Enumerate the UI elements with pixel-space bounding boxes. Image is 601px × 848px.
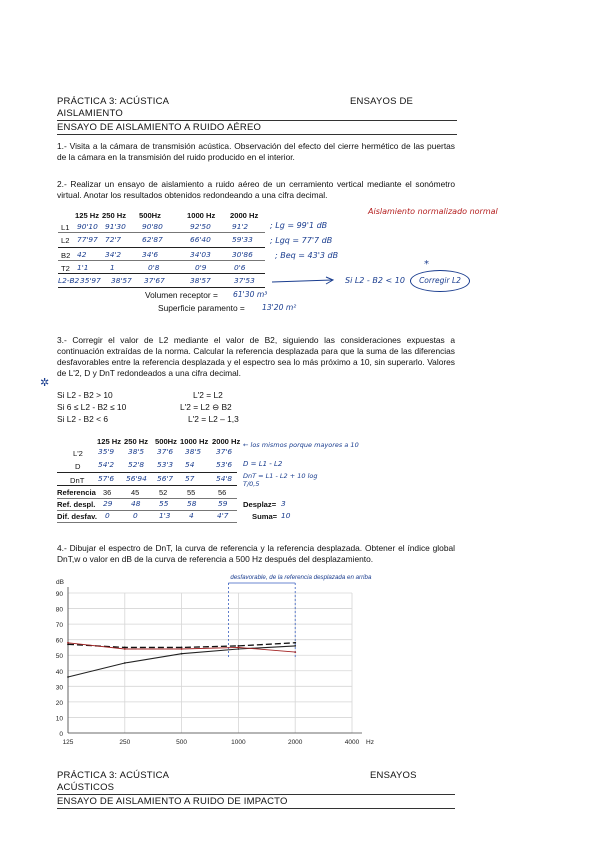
data-point [238,647,240,649]
data-point [124,648,126,650]
item-2-text: 2.- Realizar un ensayo de aislamiento a ruido aéreo de un cerramiento vertical mediante el sonómetro virtual. Anotar los resultados obtenidos redondeando a una cifra decimal. [57,179,455,200]
t2-row-label: Ref. despl. [57,500,96,509]
rule-2-cond: Si 6 ≤ L2 - B2 ≤ 10 [57,402,127,412]
t2-cell: 56 [218,488,227,497]
rule-1-res: L'2 = L2 [193,390,223,400]
t1-col-250: 250 Hz [102,211,127,220]
t1-cell: 34'03 [190,250,211,259]
t2-cell: 1'3 [159,511,171,520]
t1-cell: 90'10 [77,222,98,231]
data-point [67,676,69,678]
title-divider [57,134,457,135]
x-axis-unit: Hz [366,739,374,746]
data-point [238,645,240,647]
t2-cell: 45 [131,488,140,497]
t2-cell: 56'7 [157,474,174,483]
data-point [67,642,69,644]
superficie-value: 13'20 m² [262,303,297,312]
t1-cell: 91'2 [232,222,249,231]
t2-cell: 35'9 [98,447,115,456]
t1-cell: 1 [110,263,115,272]
despl-value: 3 [281,499,286,508]
t1-row-label: L1 [61,223,70,232]
t1-col-1000: 1000 Hz [187,211,216,220]
t2-rowline [57,485,237,486]
t2-cell: 54'2 [98,460,115,469]
t2-cell: 4'7 [217,511,229,520]
t2-col-500: 500Hz [155,437,177,446]
item-4-text: 4.- Dibujar el espectro de DnT, la curva de referencia y la referencia desplazada. Obtener el índice global DnT,w o valor en dB de la curva de referencia a 500 Hz después del desplazamiento. [57,543,455,564]
data-point [67,643,69,645]
t1-cell: 0'8 [148,263,160,272]
data-point [124,662,126,664]
t2-cell: 55 [187,488,196,497]
t1-row-label-hw: L2-B2 [58,276,80,285]
t2-row-label: L'2 [73,449,83,458]
y-tick-label: 40 [55,668,63,676]
data-point [294,651,296,653]
note-aislamiento: Aislamiento normalizado normal [368,207,498,216]
t2-col-2000: 2000 Hz [212,437,241,446]
header-right: ENSAYOS DE [350,96,414,107]
t1-row-label: T2 [61,264,70,273]
t2-cell: 53'6 [216,460,233,469]
t1-rowline [58,247,265,248]
arrow-to-si [270,275,340,287]
rule-1-cond: Si L2 - B2 > 10 [57,390,113,400]
suma-label: Suma= [252,512,278,521]
section-title: ENSAYO DE AISLAMIENTO A RUIDO AÉREO [57,122,262,133]
t1-cell: 92'50 [190,222,211,231]
y-tick-label: 10 [55,715,63,723]
t2-cell: 56'94 [126,474,147,483]
t1-cell: 59'33 [232,235,253,244]
volumen-label: Volumen receptor = [145,290,218,300]
item-3-text: 3.- Corregir el valor de L2 mediante el valor de B2, siguiendo las consideraciones expuestas a continuación extraídas de la norma. Calcular la referencia desplazada para que la suma de las diferencias desfavorables entre la referencia desplazada y el espectro sea lo más próximo a 10, sin superarlo. Valores de L'2, D y DnT redondeados a una cifra decimal. [57,335,455,378]
t2-col-1000: 1000 Hz [180,437,209,446]
t1-col-2000: 2000 Hz [230,211,259,220]
t2-cell: 0 [133,511,138,520]
t1-row-label: L2 [61,236,70,245]
t2-cell: 52'8 [128,460,145,469]
header-left-2: AISLAMIENTO [57,108,123,119]
suma-value: 10 [281,511,291,520]
y-axis-label: dB [56,579,64,586]
y-tick-label: 80 [55,606,63,614]
t2-cell: 54 [185,460,195,469]
header-2-left-2: ACÚSTICOS [57,782,115,793]
t2-note-l2: ← los mismos porque mayores a 10 [243,441,359,449]
data-point [124,647,126,649]
t1-cell: 38'57 [111,276,132,285]
t2-cell: 53'3 [157,460,174,469]
note-star: * [424,259,429,270]
title-2-divider [57,808,455,809]
t2-cell: 57'6 [98,474,115,483]
t2-cell: 58 [187,499,197,508]
t1-rowline [58,260,265,261]
t2-row-label: Dif. desfav. [57,512,97,521]
y-tick-label: 20 [55,699,63,707]
t1-cell: 90'80 [142,222,163,231]
t2-cell: 48 [131,499,141,508]
header-2-right: ENSAYOS [370,770,417,781]
t1-cell: 38'57 [190,276,211,285]
t2-col-125: 125 Hz [97,437,122,446]
t2-cell: 38'5 [128,447,145,456]
annotation-text: desfavorable, de la referencia desplazada en arriba [230,574,372,581]
t1-cell: 0'6 [234,263,246,272]
despl-label: Desplaz= [243,500,277,509]
t1-cell: 0'9 [195,263,207,272]
t2-cell: 52 [159,488,168,497]
t2-cell: 29 [103,499,113,508]
x-tick-label: 2000 [287,739,303,746]
header-left: PRÁCTICA 3: ACÚSTICA [57,96,170,107]
t2-cell: 57 [185,474,195,483]
volumen-value: 61'30 m³ [233,290,268,299]
t2-note-d: D = L1 - L2 [243,460,283,468]
t1-col-500: 500Hz [139,211,161,220]
t1-rowline [58,273,265,274]
t2-rowline [57,510,237,511]
t1-col-125: 125 Hz [75,211,100,220]
t1-rowline [58,287,265,288]
t2-cell: 37'6 [216,447,233,456]
t1-cell: 62'87 [142,235,163,244]
x-tick-label: 1000 [231,739,246,746]
rule-3-cond: Si L2 - B2 < 6 [57,414,108,424]
data-point [294,645,296,647]
t2-row-label: D [75,462,81,471]
t2-note-dnt: DnT = L1 - L2 + 10 log T/0,5 [243,472,318,488]
t1-cell: 77'97 [77,235,98,244]
data-point [181,653,183,655]
y-tick-label: 0 [59,731,63,738]
t2-rowline [57,472,237,473]
t1-cell: 72'7 [105,235,122,244]
rule-2-res: L'2 = L2 ⊖ B2 [180,402,232,412]
header-2-left: PRÁCTICA 3: ACÚSTICA [57,770,170,781]
note-corregir: Corregir L2 [410,270,470,292]
data-point [181,648,183,650]
t1-row-label: B2 [61,251,71,260]
t1-rowline [58,232,265,233]
x-tick-label: 500 [176,739,188,746]
t2-row-label: Referencia [57,488,96,497]
data-point [294,642,296,644]
t2-cell: 4 [189,511,194,520]
y-tick-label: 50 [55,653,63,661]
t2-cell: 38'5 [185,447,202,456]
t1-cell: 37'53 [234,276,255,285]
t2-rowline [57,522,237,523]
t1-cell: 66'40 [190,235,211,244]
t2-cell: 36 [103,488,112,497]
note-lg: ; Lg = 99'1 dB [270,221,328,230]
x-tick-label: 4000 [344,739,360,746]
t1-cell: 37'67 [144,276,165,285]
item-1-text: 1.- Visita a la cámara de transmisión acústica. Observación del efecto del cierre hermético de las puertas de la cámara en la transmisión del ruido producido en el interior. [57,141,455,162]
t2-row-label: DnT [70,476,85,485]
y-tick-label: 90 [55,591,63,598]
t2-cell: 55 [159,499,169,508]
note-lgq: ; Lgq = 77'7 dB [270,236,333,245]
x-tick-label: 125 [62,739,74,746]
data-point [238,648,240,650]
superficie-label: Superficie paramento = [158,303,245,313]
header-2-divider [57,794,455,795]
margin-star: ✲ [40,376,50,389]
t2-col-250: 250 Hz [124,437,149,446]
t2-rowline [57,498,237,499]
t1-cell: 1'1 [77,263,89,272]
t1-cell: 35'97 [80,276,101,285]
data-point [181,647,183,649]
t1-cell: 34'6 [142,250,159,259]
header-divider [57,120,457,121]
t2-cell: 54'8 [216,474,233,483]
t1-cell: 34'2 [105,250,122,259]
t1-cell: 30'86 [232,250,253,259]
note-beq: ; Beq = 43'3 dB [275,251,339,260]
t2-cell: 0 [105,511,110,520]
rule-3-res: L'2 = L2 – 1,3 [188,414,239,424]
t1-cell: 42 [77,250,87,259]
y-tick-label: 70 [55,622,63,630]
note-si: Si L2 - B2 < 10 [345,276,405,285]
y-tick-label: 30 [55,684,63,692]
section-2-title: ENSAYO DE AISLAMIENTO A RUIDO DE IMPACTO [57,796,288,807]
x-tick-label: 250 [119,739,131,746]
t2-cell: 59 [218,499,228,508]
t2-cell: 37'6 [157,447,174,456]
y-tick-label: 60 [55,637,63,645]
spectrum-chart [50,570,480,750]
t1-cell: 91'30 [105,222,126,231]
